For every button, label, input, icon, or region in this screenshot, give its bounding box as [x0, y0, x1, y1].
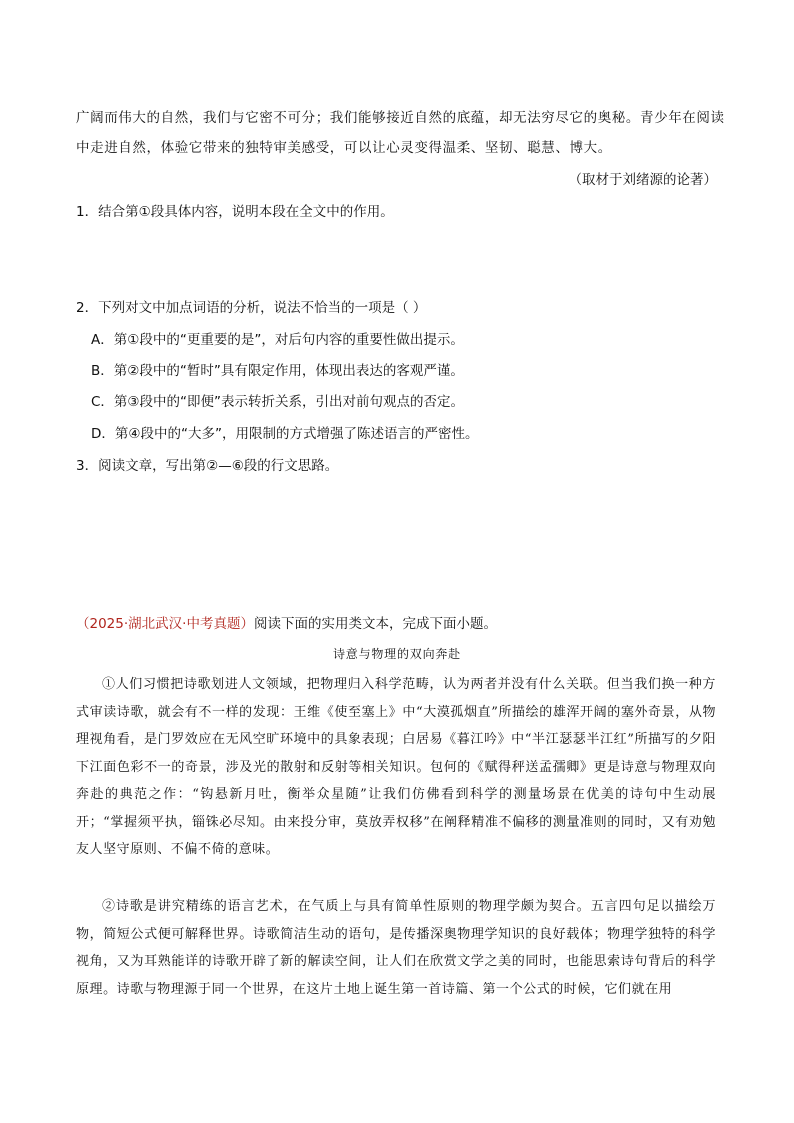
question-3: 3．阅读文章，写出第②—⑥段的行文思路。: [76, 458, 339, 474]
exam-source-tag: （2025·湖北武汉·中考真题）: [76, 616, 254, 632]
source-attribution: （取材于刘绪源的论著）: [568, 172, 717, 188]
question-1: 1．结合第①段具体内容，说明本段在全文中的作用。: [76, 204, 394, 220]
question-2-option-c: C．第③段中的“即便”表示转折关系，引出对前句观点的否定。: [91, 394, 465, 410]
question-2-option-d: D．第④段中的“大多”，用限制的方式增强了陈述语言的严密性。: [91, 426, 479, 442]
question-2-option-b: B．第②段中的“暂时”具有限定作用，体现出表达的客观严谨。: [91, 363, 464, 379]
passage-title: 诗意与物理的双向奔赴: [332, 647, 461, 661]
passage-paragraph-2: ②诗歌是讲究精练的语言艺术，在气质上与具有简单性原则的物理学颇为契合。五言四句足以描绘万物，简短公式便可解释世界。诗歌简洁生动的语句，是传播深奥物理学知识的良好载体；物理学独特的科学视角，又为耳熟能详的诗歌开辟了新的解读空间，让人们在欣赏文学之美的同时，也能思索诗句背后的科学原理。诗歌与物理源于同一个世界，在这片土地上诞生第一首诗篇、第一个公式的时候，它们就在用: [76, 899, 716, 997]
passage-source-line: [76, 612, 497, 632]
passage-paragraph-1: ①人们习惯把诗歌划进人文领域，把物理归入科学范畴，认为两者并没有什么关联。但当我们换一种方式审读诗歌，就会有不一样的发现：王维《使至塞上》中“大漠孤烟直”所描绘的雄浑开阔的塞外奇景，从物理视角看，是门罗效应在无风空旷环境中的具象表现；白居易《暮江吟》中“半江瑟瑟半江红”所描写的夕阳下江面色彩不一的奇景，涉及光的散射和反射等相关知识。包何的《赋得秤送孟孺卿》更是诗意与物理双向奔赴的典范之作：“钩悬新月吐，衡举众星随”让我们仿佛看到科学的测量场景在优美的诗句中生动展开；“掌握须平执，锱铢必尽知。由来投分审，莫放弄权移”在阐释精准不偏移的测量准则的同时，又有劝勉友人坚守原则、不偏不倚的意味。: [76, 677, 716, 857]
passage-instruction: 阅读下面的实用类文本，完成下面小题。: [253, 616, 497, 632]
intro-line-1: 广阔而伟大的自然，我们与它密不可分；我们能够接近自然的底蕴，却无法穷尽它的奥秘。青少年在阅读: [76, 110, 725, 126]
question-2-option-a: A．第①段中的“更重要的是”，对后句内容的重要性做出提示。: [91, 332, 464, 348]
question-2: 2．下列对文中加点词语的分析，说法不恰当的一项是（ ）: [76, 300, 427, 316]
intro-line-2: 中走进自然，体验它带来的独特审美感受，可以让心灵变得温柔、坚韧、聪慧、博大。: [76, 140, 612, 156]
